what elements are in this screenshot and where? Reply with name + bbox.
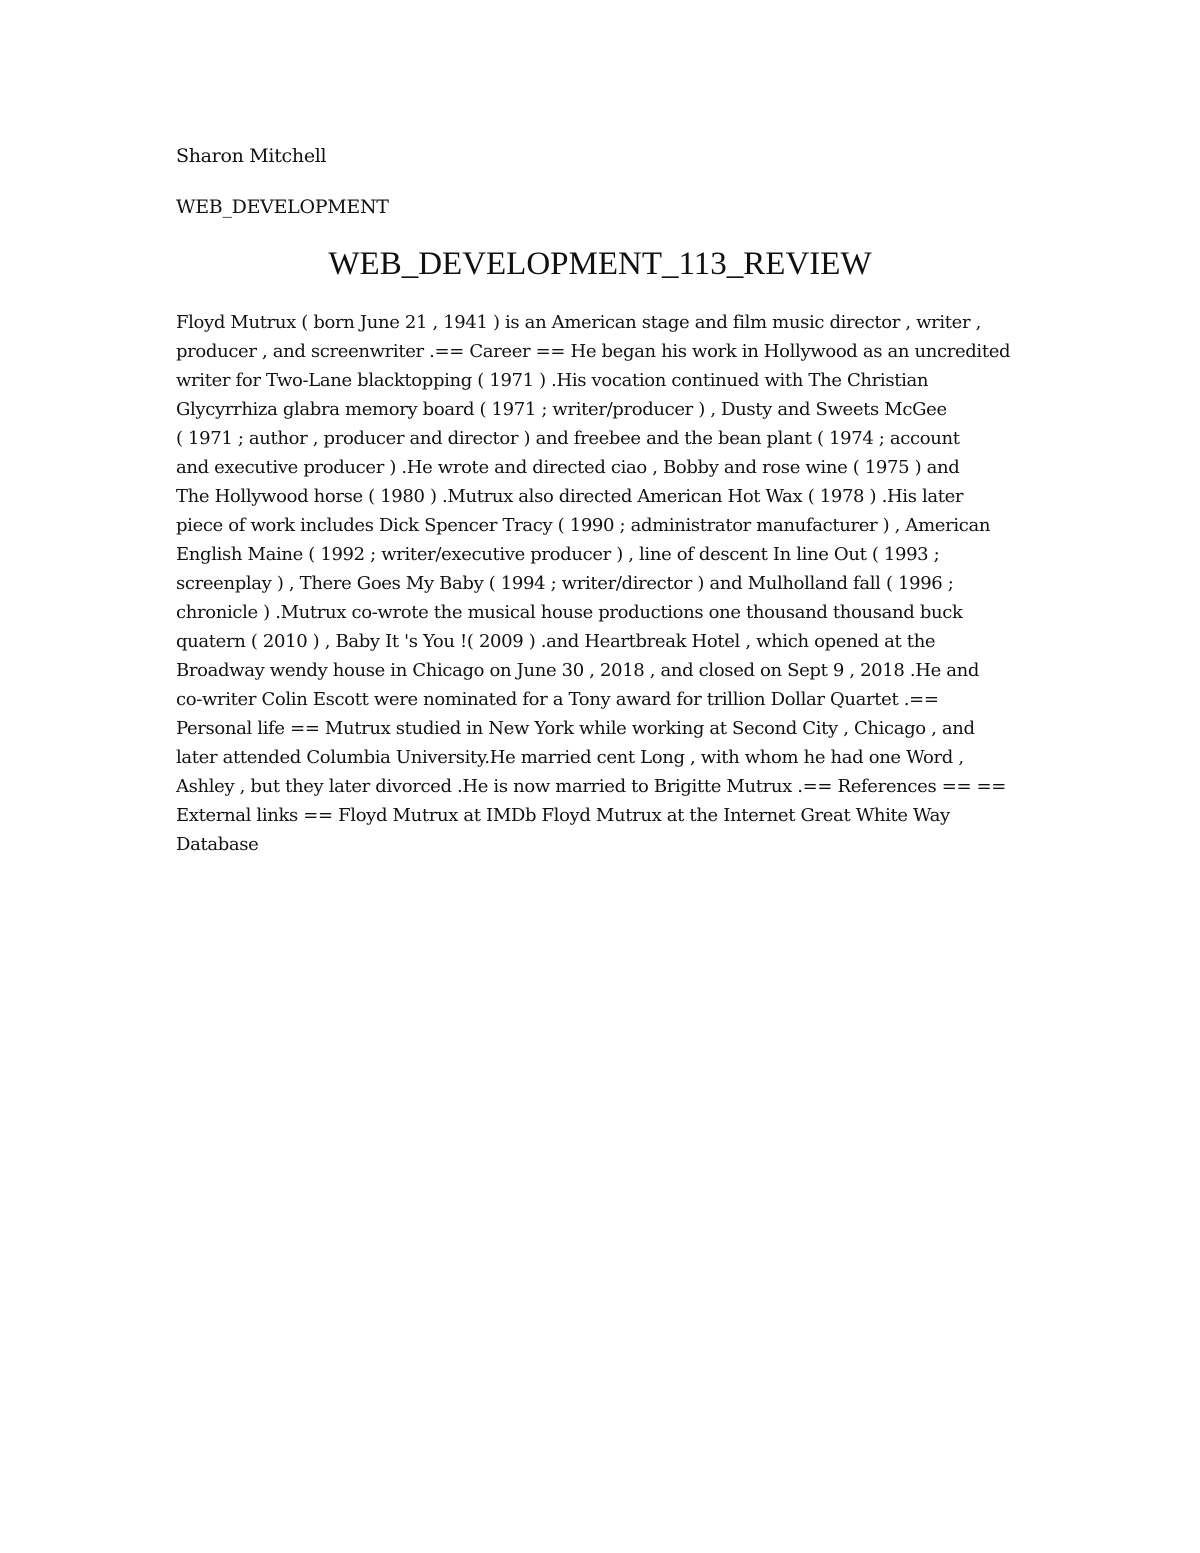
body-line: Ashley , but they later divorced .He is now married to Brigitte Mutrux .== References == == xyxy=(176,776,1007,797)
body-line: ( 1971 ; author , producer and director ) and freebee and the bean plant ( 1974 ; account xyxy=(176,428,960,449)
body-line: Floyd Mutrux ( born June 21 , 1941 ) is an American stage and film music director , writer , xyxy=(176,312,981,333)
body-line: quatern ( 2010 ) , Baby It 's You !( 2009 ) .and Heartbreak Hotel , which opened at the xyxy=(176,631,936,652)
body-line: Glycyrrhiza glabra memory board ( 1971 ; writer/producer ) , Dusty and Sweets McGee xyxy=(176,399,947,420)
body-line: co-writer Colin Escott were nominated for a Tony award for trillion Dollar Quartet .== xyxy=(176,689,939,710)
body-line: Database xyxy=(176,834,259,855)
body-line: piece of work includes Dick Spencer Tracy ( 1990 ; administrator manufacturer ) , American xyxy=(176,515,991,536)
body-line: and executive producer ) .He wrote and directed ciao , Bobby and rose wine ( 1975 ) and xyxy=(176,457,960,478)
body-line: screenplay ) , There Goes My Baby ( 1994 ; writer/director ) and Mulholland fall ( 1996 ; xyxy=(176,573,954,594)
body-line: Personal life == Mutrux studied in New York while working at Second City , Chicago , and xyxy=(176,718,975,739)
body-line: producer , and screenwriter .== Career == He began his work in Hollywood as an uncredited xyxy=(176,341,1011,362)
author-name: Sharon Mitchell xyxy=(176,145,327,167)
body-line: chronicle ) .Mutrux co-wrote the musical house productions one thousand thousand buck xyxy=(176,602,963,623)
body-line: English Maine ( 1992 ; writer/executive producer ) , line of descent In line Out ( 1993 ; xyxy=(176,544,940,565)
body-line: Broadway wendy house in Chicago on June 30 , 2018 , and closed on Sept 9 , 2018 .He and xyxy=(176,660,980,681)
document-title: WEB_DEVELOPMENT_113_REVIEW xyxy=(328,246,872,282)
body-line: External links == Floyd Mutrux at IMDb Floyd Mutrux at the Internet Great White Way xyxy=(176,805,950,826)
body-paragraph xyxy=(176,308,1036,859)
course-name: WEB_DEVELOPMENT xyxy=(176,196,389,218)
body-line: The Hollywood horse ( 1980 ) .Mutrux also directed American Hot Wax ( 1978 ) .His later xyxy=(176,486,964,507)
body-line: later attended Columbia University.He married cent Long , with whom he had one Word , xyxy=(176,747,964,768)
body-line: writer for Two-Lane blacktopping ( 1971 ) .His vocation continued with The Christian xyxy=(176,370,929,391)
